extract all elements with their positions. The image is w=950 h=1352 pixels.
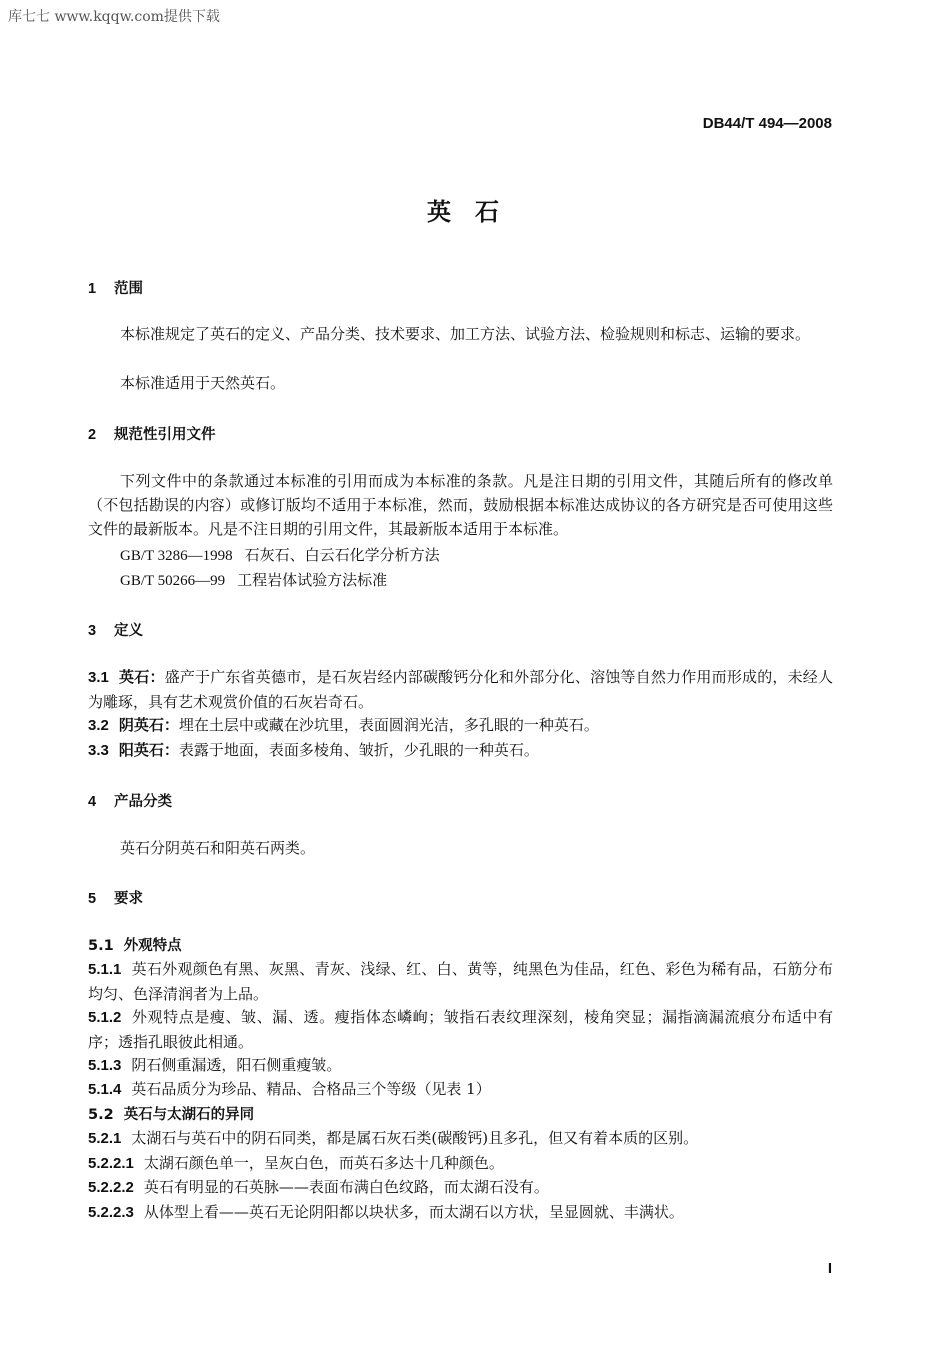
clause-title: 英石与太湖石的异同 [123, 1107, 255, 1123]
reference-title: 工程岩体试验方法标准 [237, 571, 388, 589]
clause-number: 5.2 [88, 1107, 114, 1123]
clause-5-1-3 [88, 1054, 341, 1075]
definition-text: 埋在土层中或藏在沙坑里，表面圆润光洁，多孔眼的一种英石。 [178, 716, 599, 734]
section-title: 要求 [114, 891, 143, 907]
clause-number: 5.1.1 [88, 961, 122, 978]
clause-text: 从体型上看——英石无论阴阳都以块状多，而太湖石以方状，呈显圆就、丰满状。 [143, 1203, 684, 1221]
section-title: 产品分类 [114, 794, 172, 810]
clause-number: 5.2.2.2 [88, 1179, 134, 1196]
clause-number: 5.2.2.1 [88, 1155, 134, 1172]
section-1-paragraph-2: 本标准适用于天然英石。 [120, 374, 286, 392]
section-1-paragraph-1: 本标准规定了英石的定义、产品分类、技术要求、加工方法、试验方法、检验规则和标志、运输的要求。 [120, 325, 811, 343]
clause-title: 外观特点 [123, 938, 182, 954]
clause-number: 5.1 [88, 938, 114, 954]
section-3-heading [88, 619, 143, 640]
section-5-heading [88, 887, 143, 908]
clause-text: 阴石侧重漏透，阳石侧重瘦皱。 [131, 1056, 342, 1074]
reference-code: GB/T 3286—1998 [120, 548, 233, 564]
clause-5-2-2-1 [88, 1152, 504, 1173]
clause-5-2-2-3 [88, 1201, 684, 1222]
reference-code: GB/T 50266—99 [120, 573, 226, 589]
clause-5-2-heading [88, 1103, 254, 1124]
section-title: 定义 [114, 623, 143, 639]
definition-term: 阳英石： [118, 741, 179, 759]
definition-term: 英石： [118, 668, 165, 686]
page-number: I [827, 1260, 832, 1277]
clause-number: 3.1 [88, 669, 109, 686]
section-title: 范围 [114, 281, 143, 297]
clause-text: 太湖石颜色单一，呈灰白色，而英石多达十几种颜色。 [143, 1154, 504, 1172]
clause-number: 3.3 [88, 742, 109, 759]
watermark: 库七七 www.kqqw.com提供下载 [8, 9, 220, 25]
section-1-heading [88, 277, 143, 298]
clause-number: 3.2 [88, 717, 109, 734]
section-2-paragraph-1: 下列文件中的条款通过本标准的引用而成为本标准的条款。凡是注日期的引用文件，其随后所有的修改单（不包括勘误的内容）或修订版均不适用于本标准，然而，鼓励根据本标准达成协议的各方研究是否可使用这些文件的最新版本。凡是不注日期的引用文件，其最新版本适用于本标准。 [88, 472, 833, 538]
clause-5-1-2 [88, 1005, 833, 1054]
definition-3-3 [88, 739, 539, 760]
section-number: 2 [88, 427, 97, 443]
reference-item [120, 569, 387, 590]
definition-term: 阴英石： [118, 716, 179, 734]
clause-text: 外观特点是瘦、皱、漏、透。瘦指体态嶙峋；皱指石表纹理深刻，棱角突显；漏指滴漏流痕分布适中有序；透指孔眼彼此相通。 [88, 1008, 833, 1051]
clause-5-2-1 [88, 1127, 698, 1148]
section-title: 规范性引用文件 [114, 427, 216, 443]
clause-text: 英石品质分为珍品、精品、合格品三个等级（见表 1） [131, 1080, 491, 1098]
definition-text: 表露于地面，表面多棱角、皱折，少孔眼的一种英石。 [178, 741, 539, 759]
section-number: 1 [88, 281, 97, 297]
document-number: DB44/T 494—2008 [702, 115, 832, 132]
section-4-paragraph-1: 英石分阴英石和阳英石两类。 [120, 839, 316, 857]
section-2-heading [88, 423, 216, 444]
clause-number: 5.1.3 [88, 1057, 122, 1074]
definition-text: 盛产于广东省英德市，是石灰岩经内部碳酸钙分化和外部分化、溶蚀等自然力作用而形成的，未经人为雕琢，具有艺术观赏价值的石灰岩奇石。 [88, 668, 833, 711]
clause-number: 5.1.2 [88, 1009, 122, 1026]
definition-3-2 [88, 714, 599, 735]
clause-text: 太湖石与英石中的阴石同类，都是属石灰石类(碳酸钙)且多孔，但又有着本质的区别。 [131, 1129, 699, 1147]
clause-5-1-heading [88, 934, 182, 955]
section-number: 5 [88, 891, 97, 907]
clause-5-1-1 [88, 957, 833, 1006]
page-title: 英石 [427, 198, 523, 226]
clause-number: 5.2.1 [88, 1130, 122, 1147]
clause-text: 英石外观颜色有黑、灰黑、青灰、浅绿、红、白、黄等，纯黑色为佳品，红色、彩色为稀有品，石筋分布均匀、色泽清润者为上品。 [88, 960, 833, 1003]
clause-text: 英石有明显的石英脉——表面布满白色纹路，而太湖石没有。 [143, 1178, 549, 1196]
section-number: 4 [88, 794, 97, 810]
section-number: 3 [88, 623, 97, 639]
reference-title: 石灰石、白云石化学分析方法 [244, 546, 440, 564]
clause-5-2-2-2 [88, 1176, 549, 1197]
reference-item [120, 544, 440, 565]
section-4-heading [88, 790, 172, 811]
clause-5-1-4 [88, 1078, 491, 1099]
clause-number: 5.1.4 [88, 1081, 122, 1098]
clause-number: 5.2.2.3 [88, 1204, 134, 1221]
definition-3-1 [88, 665, 833, 714]
